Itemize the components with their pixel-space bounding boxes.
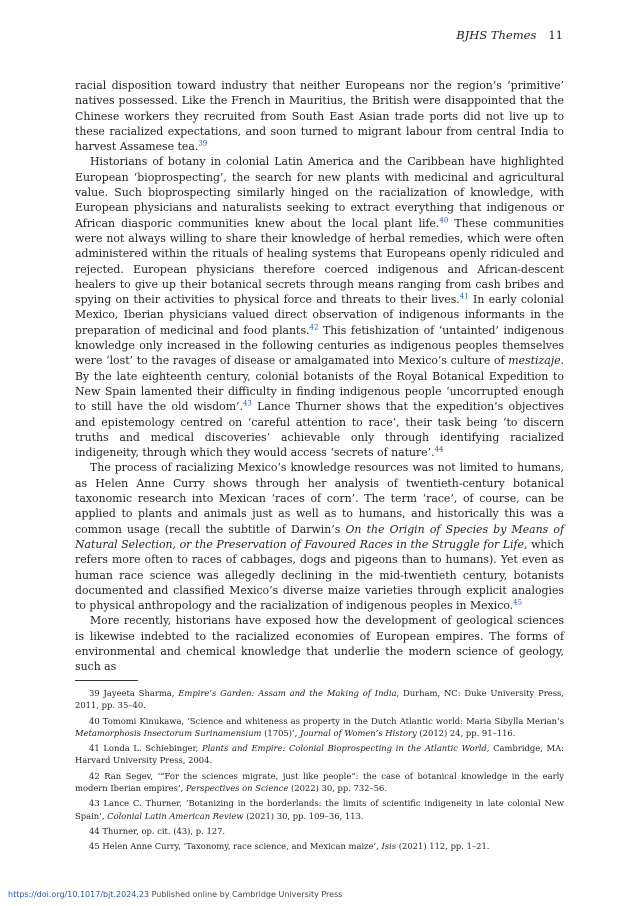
text-run: 40 Tomomi Kinukawa, ‘Science and whiteness as property in the Dutch Atlantic world: Maria Sibylla Merian’s — [89, 715, 564, 726]
footnote — [75, 840, 564, 852]
italic-text: Perspectives on Science — [185, 783, 289, 794]
text-run: 45 Helen Anne Curry, ‘Taxonomy, race science, and Mexican maize’, — [89, 841, 382, 852]
footnote — [75, 770, 564, 795]
footnote-rule — [75, 680, 138, 681]
text-run: 42 Ran Segev, ‘“For the sciences migrate, just like people”: the case of botanical knowledge in the early modern Iberian empires’, — [75, 770, 564, 794]
text-run: (2021) 112, pp. 1–21. — [396, 841, 490, 852]
text-run: racial disposition toward industry that neither Europeans nor the region’s ‘primitive’ natives possessed. Like the French in Mauritius, the British were disappointed that the Chinese workers they recruited from South East Asian trade ports did not live up to these racialized expectations, and soon turned to migrant labour from central India to harvest Assamese tea. — [75, 79, 564, 154]
footnote-ref[interactable]: 45 — [513, 598, 523, 607]
text-run: Lance Thurner shows that the expedition’s objectives and epistemology centred on ‘careful attention to race’, their task being ‘to discern truths and medical discoveries’ achievable only through identifying racialized indigeneity, through which they would access ‘secrets of nature’. — [75, 400, 565, 460]
text-run: In early colonial Mexico, Iberian physicians valued direct observation of indigenous informants in the preparation of medicinal and food plants. — [75, 293, 564, 337]
text-run: More recently, historians have exposed how the development of geological sciences is likewise indebted to the racialized economies of European empires. The forms of environmental and chemical knowledge that underlie the modern science of geology, such as — [75, 614, 564, 674]
page-footer — [8, 890, 342, 899]
footnote — [75, 715, 564, 740]
footnote-ref[interactable]: 43 — [242, 399, 252, 408]
paragraph — [75, 613, 564, 674]
footnote-ref[interactable]: 39 — [198, 139, 208, 148]
footnote-ref[interactable]: 42 — [309, 323, 319, 332]
journal-title: BJHS Themes — [456, 28, 537, 42]
italic-text: Isis — [381, 841, 397, 852]
footnote-ref[interactable]: 41 — [459, 292, 469, 301]
footnotes — [75, 687, 564, 856]
text-run: (2021) 30, pp. 109–36, 113. — [243, 810, 364, 821]
footnote — [75, 742, 564, 767]
text-run: 44 Thurner, op. cit. (43), p. 127. — [89, 825, 226, 836]
text-run: . By the late eighteenth century, colonial botanists of the Royal Botanical Expedition to New Spain lamented their difficulty in finding indigenous people ‘uncorrupted enough to still have the old wisdom’. — [75, 354, 564, 414]
italic-text: Empire’s Garden: Assam and the Making of India — [178, 688, 397, 698]
italic-text: Plants and Empire: Colonial Bioprospecting in the Atlantic World — [201, 743, 487, 754]
text-run: 41 Londa L. Schiebinger, — [89, 743, 202, 754]
text-run: , Durham, NC: Duke University Press, 2011, pp. 35–40. — [75, 688, 564, 711]
text-run: Historians of botany in colonial Latin America and the Caribbean have highlighted European ‘bioprospecting’, the search for new plants with medicinal and agricultural value. Such bioprospecting similarly hinged on the racialization of knowledge, with European physicians and naturalists seeking to extract everything that indigenous or African diasporic communities knew about the local plant life. — [75, 155, 564, 230]
paragraph — [75, 78, 564, 154]
main-text — [75, 78, 564, 675]
footnote-ref[interactable]: 44 — [434, 445, 444, 454]
text-run: 39 Jayeeta Sharma, — [89, 688, 179, 698]
text-run: These communities were not always willing to share their knowledge of herbal remedies, which were often administered within the rituals of healing systems that Europeans openly ridiculed and rejected. European physicians therefore coerced indigenous and African-descent healers to give up their botanical secrets through means ranging from cash bribes and spying on their activities to physical force and threats to their lives. — [75, 216, 564, 307]
text-run: The process of racializing Mexico’s knowledge resources was not limited to humans, as Helen Anne Curry shows through her analysis of twentieth-century botanical taxonomic research into Mexican ‘races of corn’. The term ‘race’, of course, can be applied to plants and animals just as well as to humans, and historically this was a common usage (recall the subtitle of Darwin’s — [75, 461, 564, 536]
footnote — [75, 825, 564, 837]
italic-text: On the Origin of Species by Means of Natural Selection, or the Preservation of Favoured Races in the Struggle for Life — [75, 522, 564, 551]
text-run: This fetishization of ‘untainted’ indigenous knowledge only increased in the following centuries as indigenous peoples themselves were ‘lost’ to the ravages of disease or amalgamated into Mexico’s culture of — [75, 323, 564, 368]
page-number: 11 — [548, 28, 563, 42]
footnote — [75, 797, 564, 822]
paragraph — [75, 154, 564, 460]
italic-text: Metamorphosis Insectorum Surinamensium — [75, 727, 262, 738]
running-header — [456, 28, 563, 42]
paragraph — [75, 460, 564, 613]
text-run: (1705)’, — [261, 727, 300, 738]
text-run: 43 Lance C. Thurner, ‘Botanizing in the borderlands: the limits of scientific indigeneity in late colonial New Spain’, — [75, 798, 564, 821]
publisher-note: Published online by Cambridge University Press — [149, 890, 343, 899]
footnote-ref[interactable]: 40 — [439, 216, 449, 225]
italic-text: mestizaje — [508, 354, 561, 368]
footnote — [75, 687, 564, 712]
text-run: , Cambridge, MA: Harvard University Press, 2004. — [75, 743, 564, 766]
italic-text: Colonial Latin American Review — [107, 810, 244, 821]
text-run: , which refers more often to races of cabbages, dogs and pigeons than to humans). Yet even as human race science was allegedly declining in the mid-twentieth century, botanists documented and classified Mexico’s diverse maize varieties through explicit analogies to physical anthropology and the racialization of indigenous peoples in Mexico. — [75, 537, 565, 613]
text-run: (2012) 24, pp. 91–116. — [416, 727, 516, 738]
text-run: (2022) 30, pp. 732–56. — [288, 783, 388, 794]
doi-link[interactable]: https://doi.org/10.1017/bjt.2024.23 — [8, 890, 150, 899]
italic-text: Journal of Women’s History — [299, 727, 417, 738]
